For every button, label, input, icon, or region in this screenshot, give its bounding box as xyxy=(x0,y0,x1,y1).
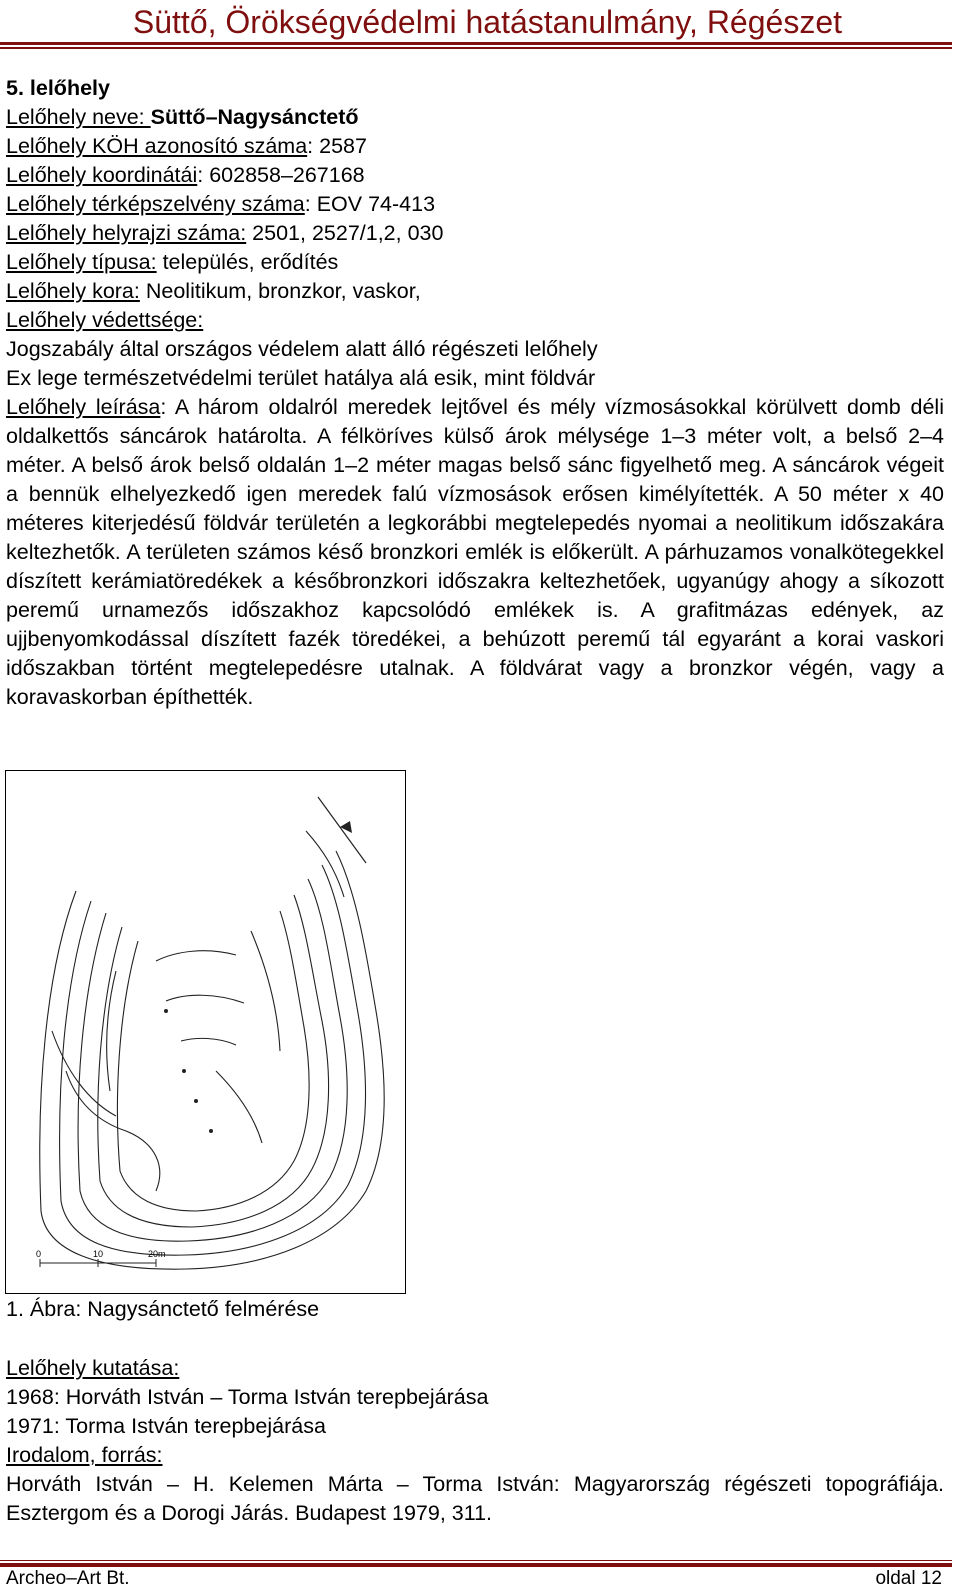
figure-caption: 1. Ábra: Nagysánctető felmérése xyxy=(6,1297,320,1321)
parcel-row xyxy=(6,219,944,248)
research-item: 1968: Horváth István – Torma István terepbejárása xyxy=(6,1385,489,1409)
site-name-row xyxy=(6,103,944,132)
site-description xyxy=(6,393,944,712)
site-name-value: Süttő–Nagysánctető xyxy=(150,105,359,129)
map-sheet-value: : EOV 74-413 xyxy=(304,192,436,216)
site-age-label: Lelőhely kora: xyxy=(6,279,140,303)
koh-id-label: Lelőhely KÖH azonosító száma xyxy=(6,134,308,158)
contour-survey-map xyxy=(6,771,405,1293)
footer-rule xyxy=(0,1560,952,1567)
research-label: Lelőhely kutatása: xyxy=(6,1356,180,1380)
scale-label-20m: 20m xyxy=(148,1249,166,1259)
site-age-row xyxy=(6,277,944,306)
parcel-label: Lelőhely helyrajzi száma: xyxy=(6,221,247,245)
header-title: Süttő, Örökségvédelmi hatástanulmány, Régészet xyxy=(132,4,842,40)
map-sheet-label: Lelőhely térképszelvény száma xyxy=(6,192,305,216)
page-footer xyxy=(0,1560,960,1592)
header-rule xyxy=(0,42,952,49)
page-header xyxy=(0,0,960,44)
survey-map-figure xyxy=(5,770,406,1294)
scale-label-0: 0 xyxy=(36,1249,42,1259)
site-name-label: Lelőhely neve: xyxy=(6,105,151,129)
description-label: Lelőhely leírása xyxy=(6,395,161,419)
site-type-row xyxy=(6,248,944,277)
literature-label: Irodalom, forrás: xyxy=(6,1443,163,1467)
literature-reference: Horváth István – H. Kelemen Márta – Torma István: Magyarország régészeti topográfiája. Esztergom és a Dorogi Járás. Budapest 1979, 311. xyxy=(6,1472,944,1525)
site-age-value: Neolitikum, bronzkor, vaskor, xyxy=(139,279,421,303)
coordinates-row xyxy=(6,161,944,190)
research-and-literature xyxy=(6,1354,944,1528)
koh-id-value: : 2587 xyxy=(307,134,367,158)
scale-label-10: 10 xyxy=(93,1249,104,1259)
coordinates-label: Lelőhely koordinátái xyxy=(6,163,198,187)
protection-line-1: Jogszabály által országos védelem alatt álló régészeti lelőhely xyxy=(6,337,598,361)
site-record xyxy=(6,74,944,712)
page-number: oldal 12 xyxy=(875,1568,942,1589)
map-sheet-row xyxy=(6,190,944,219)
site-heading: 5. lelőhely xyxy=(6,76,110,100)
protection-label: Lelőhely védettsége: xyxy=(6,308,204,332)
parcel-value: 2501, 2527/1,2, 030 xyxy=(246,221,444,245)
protection-line-2: Ex lege természetvédelmi terület hatálya alá esik, mint földvár xyxy=(6,366,596,390)
coordinates-value: : 602858–267168 xyxy=(197,163,365,187)
footer-company: Archeo–Art Bt. xyxy=(6,1568,130,1589)
research-item: 1971: Torma István terepbejárása xyxy=(6,1414,326,1438)
site-type-label: Lelőhely típusa: xyxy=(6,250,157,274)
site-type-value: település, erődítés xyxy=(156,250,339,274)
koh-id-row xyxy=(6,132,944,161)
description-text: : A három oldalról meredek lejtővel és mély vízmosásokkal körülvett domb déli oldalkettős sáncárok határolta. A félköríves külső árok mélysége 1–3 méter volt, a belső 2–4 méter. A belső árok belső oldalán 1–2 méter magas belső sánc figyelhető meg. A sáncárok végeit a bennük elhelyezkedő igen meredek falú vízmosások erősen kimélyítették. A 50 méter x 40 méteres kiterjedésű földvár területén a legkorábbi megtelepedés nyomai a neolitikum időszakára keltezhetők. A területen számos késő bronzkori emlék is előkerült. A párhuzamos vonalkötegekkel díszített kerámiatöredékek a későbronzkori időszakra keltezhetőek, ugyanúgy ahogy a síkozott peremű urnamezős időszakhoz kapcsolódó emlékek is. A grafitmázas edények, az ujjbenyomkodással díszített fazék töredékei, a behúzott peremű tál egyaránt a korai vaskori időszakban történt megtelepedésre utalnak. A földvárat vagy a bronzkor végén, vagy a koravaskorban építhették. xyxy=(6,395,944,709)
